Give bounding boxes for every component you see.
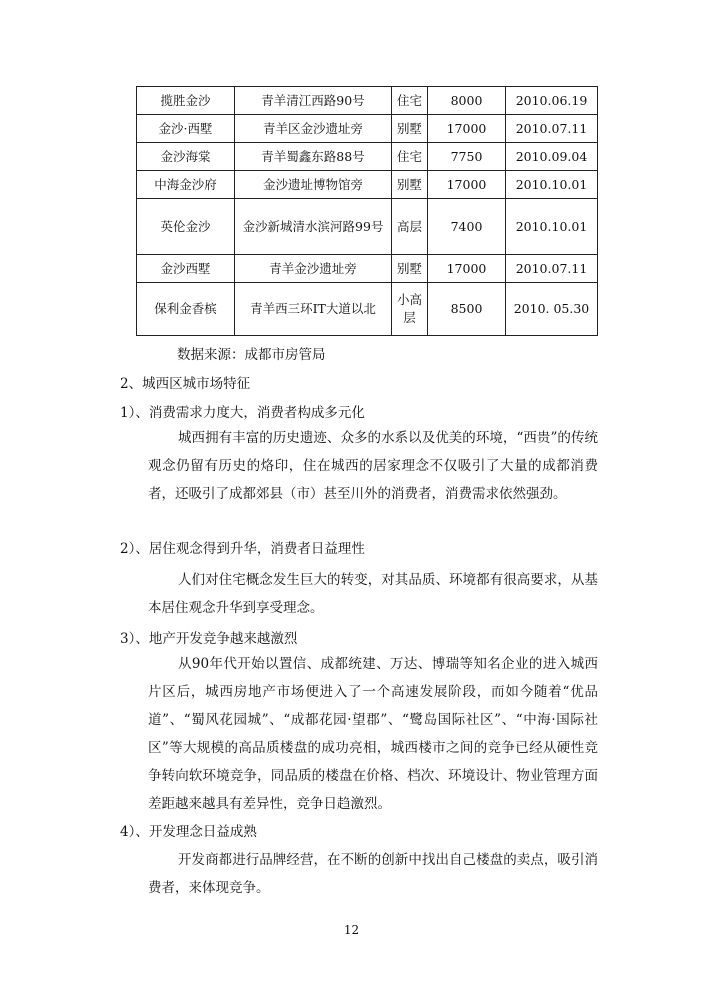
table-row: [137, 255, 598, 283]
date-cell: 2010.09.04: [506, 143, 598, 171]
price-cell: 7400: [428, 199, 506, 255]
data-source-note: 数据来源：成都市房管局: [177, 347, 326, 363]
address-cell: 青羊区金沙遗址旁: [235, 115, 392, 143]
type-cell: 别墅: [392, 115, 428, 143]
price-cell: 7750: [428, 143, 506, 171]
paragraph-1: 城西拥有丰富的历史遗迹、众多的水系以及优美的环境，“西贵”的传统观念仍留有历史的烙印，住在城西的居家理念不仅吸引了大量的成都消费者，还吸引了成都郊县（市）甚至川外的消费者，消费需求依然强劲。: [148, 430, 598, 502]
price-cell: 17000: [428, 115, 506, 143]
subsection-heading-4: 4）、开发理念日益成熟: [120, 824, 257, 840]
address-cell: 青羊蜀鑫东路88号: [235, 143, 392, 171]
address-cell: 青羊清江西路90号: [235, 87, 392, 115]
subsection-heading-3: 3）、地产开发竞争越来越激烈: [120, 631, 298, 647]
date-cell: 2010.10.01: [506, 199, 598, 255]
type-cell: 别墅: [392, 171, 428, 199]
project-name-cell: 金沙·西墅: [137, 115, 235, 143]
table-row: [137, 115, 598, 143]
type-cell: 小高层: [392, 283, 428, 336]
page-number: 12: [343, 923, 360, 937]
project-name-cell: 金沙海棠: [137, 143, 235, 171]
table-row: [137, 283, 598, 336]
project-name-cell: 保利金香槟: [137, 283, 235, 336]
table-row: [137, 143, 598, 171]
paragraph-2: 人们对住宅概念发生巨大的转变，对其品质、环境都有很高要求，从基本居住观念升华到享受理念。: [148, 572, 598, 616]
address-cell: 金沙新城清水滨河路99号: [235, 199, 392, 255]
date-cell: 2010.10.01: [506, 171, 598, 199]
type-cell: 别墅: [392, 255, 428, 283]
subsection-heading-2: 2）、居住观念得到升华，消费者日益理性: [120, 541, 365, 557]
type-cell: 住宅: [392, 87, 428, 115]
project-name-cell: 金沙西墅: [137, 255, 235, 283]
paragraph-3: 从90年代开始以置信、成都统建、万达、博瑞等知名企业的进入城西片区后，城西房地产市场便进入了一个高速发展阶段，而如今随着“优品道”、“蜀风花园城”、“成都花园·望郡”、“鹭岛国际社区”、“中海·国际社区”等大规模的高品质楼盘的成功亮相，城西楼市之间的竞争已经从硬性竞争转向软环境竞争，同品质的楼盘在价格、档次、环境设计、物业管理方面差距越来越具有差异性，竞争日趋激烈。: [148, 656, 598, 812]
table-row: [137, 87, 598, 115]
paragraph-4: 开发商都进行品牌经营，在不断的创新中找出自己楼盘的卖点，吸引消费者，来体现竞争。: [148, 852, 598, 896]
type-cell: 高层: [392, 199, 428, 255]
date-cell: 2010. 05.30: [506, 283, 598, 336]
project-name-cell: 中海金沙府: [137, 171, 235, 199]
project-table: [136, 86, 598, 336]
table-row: [137, 199, 598, 255]
date-cell: 2010.07.11: [506, 255, 598, 283]
date-cell: 2010.06.19: [506, 87, 598, 115]
price-cell: 8500: [428, 283, 506, 336]
type-cell: 住宅: [392, 143, 428, 171]
price-cell: 17000: [428, 171, 506, 199]
section-heading: 2、城西区城市场特征: [120, 376, 251, 392]
price-cell: 8000: [428, 87, 506, 115]
address-cell: 青羊西三环IT大道以北: [235, 283, 392, 336]
price-cell: 17000: [428, 255, 506, 283]
address-cell: 金沙遗址博物馆旁: [235, 171, 392, 199]
project-name-cell: 揽胜金沙: [137, 87, 235, 115]
table-row: [137, 171, 598, 199]
address-cell: 青羊金沙遗址旁: [235, 255, 392, 283]
date-cell: 2010.07.11: [506, 115, 598, 143]
subsection-heading-1: 1）、消费需求力度大，消费者构成多元化: [120, 405, 365, 421]
project-name-cell: 英伦金沙: [137, 199, 235, 255]
